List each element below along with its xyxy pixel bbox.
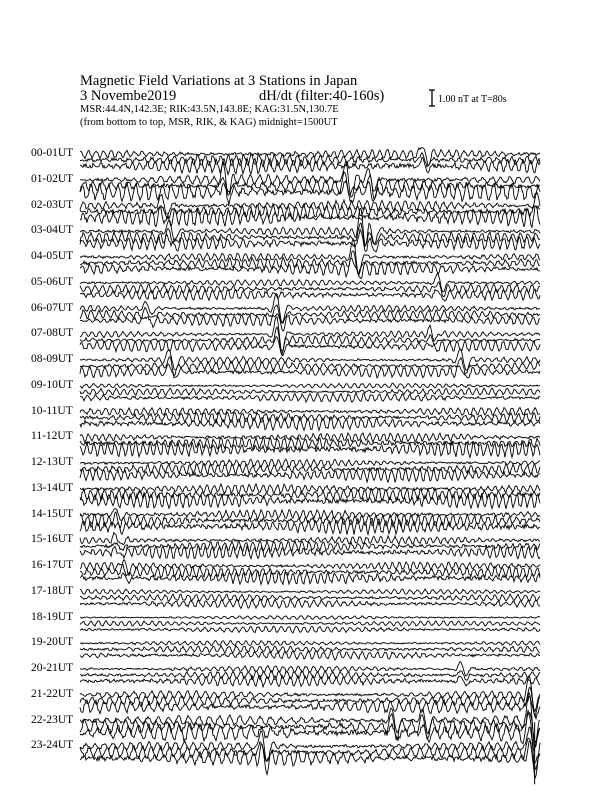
waveform-trace <box>80 671 540 681</box>
waveform-trace <box>80 433 540 442</box>
row-label: 16-17UT <box>31 559 74 571</box>
scale-bar <box>429 90 435 106</box>
waveform-trace <box>80 157 540 174</box>
waveform-trace <box>80 594 540 601</box>
waveform-trace <box>80 645 540 653</box>
trace-order-note: (from bottom to top, MSR, RIK, & KAG) midnight=1500UT <box>80 117 338 128</box>
waveform-trace <box>80 532 540 544</box>
row-label: 08-09UT <box>31 353 74 365</box>
date-label: 3 Novembe2019 <box>80 88 177 104</box>
trace-group <box>80 148 540 785</box>
waveform-trace <box>80 589 540 594</box>
row-label: 18-19UT <box>31 610 74 623</box>
waveform-trace <box>80 172 540 199</box>
waveform-trace <box>80 193 540 215</box>
row-label: 20-21UT <box>31 662 74 674</box>
row-label: 14-15UT <box>31 507 74 520</box>
row-label: 12-13UT <box>31 456 74 468</box>
chart-title: Magnetic Field Variations at 3 Stations in Japan <box>80 73 358 89</box>
waveform-trace <box>80 493 540 509</box>
waveform-trace <box>80 546 540 559</box>
row-label: 19-20UT <box>31 636 74 649</box>
stations-label: MSR:44.4N,142.3E; RIK:43.5N,143.8E; KAG:31.5N,130.7E <box>80 104 339 115</box>
row-label: 09-10UT <box>31 378 74 391</box>
row-label: 17-18UT <box>31 584 74 597</box>
row-label: 06-07UT <box>31 301 74 314</box>
waveform-trace <box>80 626 540 633</box>
row-label: 02-03UT <box>31 198 74 211</box>
waveform-trace <box>80 468 540 482</box>
waveform-trace <box>80 327 540 355</box>
waveform-trace <box>80 675 540 687</box>
row-label: 13-14UT <box>31 481 74 494</box>
row-label: 10-11UT <box>31 404 73 417</box>
row-label: 05-06UT <box>31 275 74 288</box>
quantity-filter-label: dH/dt (filter:40-160s) <box>259 88 385 104</box>
row-label: 22-23UT <box>31 713 74 726</box>
waveform-trace <box>80 509 540 521</box>
waveform-trace <box>80 273 540 292</box>
waveform-trace <box>80 616 540 620</box>
waveform-trace <box>80 599 540 608</box>
row-label: 11-12UT <box>31 430 73 443</box>
row-label: 01-02UT <box>31 172 74 185</box>
waveform-trace <box>80 407 540 415</box>
scale-bar-label: 1.00 nT at T=80s <box>438 94 507 105</box>
row-label: 04-05UT <box>31 250 74 262</box>
row-label: 23-24UT <box>31 739 74 752</box>
waveform-trace <box>80 641 540 646</box>
row-label: 07-08UT <box>31 327 74 340</box>
waveform-trace <box>80 711 540 751</box>
row-label: 00-01UT <box>31 147 74 159</box>
waveform-trace <box>80 289 540 301</box>
row-label: 15-16UT <box>31 533 74 546</box>
row-label: 21-22UT <box>31 687 74 700</box>
waveform-trace <box>80 383 540 388</box>
waveform-trace <box>80 696 540 719</box>
row-label: 03-04UT <box>31 224 74 237</box>
waveform-trace <box>80 621 540 627</box>
waveform-trace <box>80 727 540 769</box>
waveform-trace <box>80 258 540 278</box>
waveform-trace <box>80 393 540 402</box>
